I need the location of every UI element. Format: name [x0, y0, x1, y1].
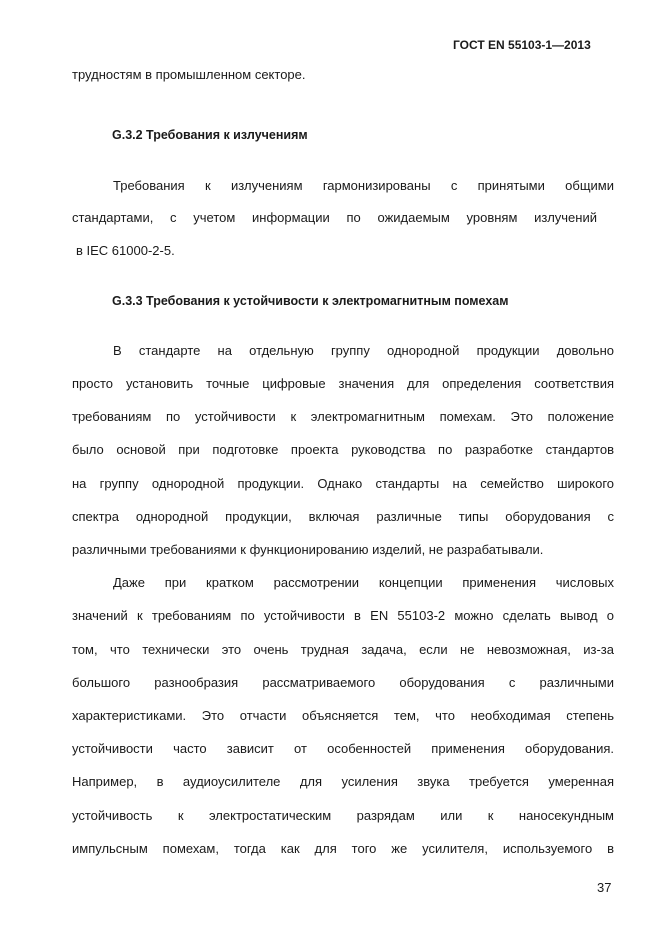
g33-p2-line-9: импульсным помехам, тогда как для того же усилителя, используемого в — [72, 841, 614, 856]
standard-code-header: ГОСТ EN 55103-1—2013 — [453, 38, 591, 52]
g33-p2-line-7: Например, в аудиоусилителе для усиления звука требуется умеренная — [72, 774, 614, 789]
g33-p2-line-6: устойчивости часто зависит от особенностей применения оборудования. — [72, 741, 614, 756]
page-number: 37 — [597, 880, 612, 895]
g33-p1-line-6: спектра однородной продукции, включая различные типы оборудования с — [72, 509, 614, 524]
g33-p2-line-4: большого разнообразия рассматриваемого оборудования с различными — [72, 675, 614, 690]
g33-p2-line-5: характеристиками. Это отчасти объясняется тем, что необходимая степень — [72, 708, 614, 723]
g33-p2-line-8: устойчивость к электростатическим разрядам или к наносекундным — [72, 808, 614, 823]
g33-p1-line-4: было основой при подготовке проекта руководства по разработке стандартов — [72, 442, 614, 457]
g32-line-3: в IEC 61000-2-5. — [76, 243, 175, 258]
section-heading-g32: G.3.2 Требования к излучениям — [112, 128, 308, 142]
section-heading-g33: G.3.3 Требования к устойчивости к электромагнитным помехам — [112, 294, 509, 308]
g33-p1-line-2: просто установить точные цифровые значения для определения соответствия — [72, 376, 614, 391]
g33-p1-line-5: на группу однородной продукции. Однако стандарты на семейство широкого — [72, 476, 614, 491]
g33-p1-line-7: различными требованиями к функционированию изделий, не разрабатывали. — [72, 542, 544, 557]
g33-p2-line-2: значений к требованиям по устойчивости в EN 55103-2 можно сделать вывод о — [72, 608, 614, 623]
intro-line: трудностям в промышленном секторе. — [72, 67, 306, 82]
g32-line-1: Требования к излучениям гармонизированы с принятыми общими — [113, 178, 614, 193]
g33-p2-line-3: том, что технически это очень трудная задача, если не невозможная, из-за — [72, 642, 614, 657]
g33-p1-line-3: требованиям по устойчивости к электромагнитным помехам. Это положение — [72, 409, 614, 424]
g33-p2-line-1: Даже при кратком рассмотрении концепции применения числовых — [113, 575, 614, 590]
g33-p1-line-1: В стандарте на отдельную группу однородной продукции довольно — [113, 343, 614, 358]
g32-line-2: стандартами, с учетом информации по ожидаемым уровням излучений — [72, 210, 597, 225]
